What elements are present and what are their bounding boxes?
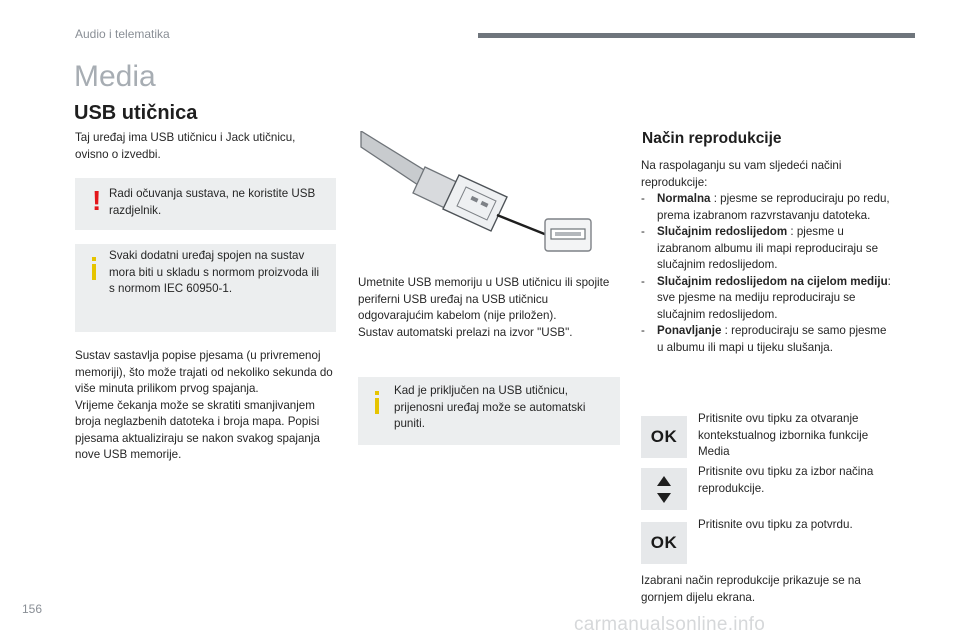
usb-heading: USB utičnica <box>74 102 198 124</box>
warning-icon: ! <box>92 185 102 216</box>
confirm-text: Pritisnite ovu tipku za potvrdu. <box>698 518 853 531</box>
watermark: carmanualsonline.info <box>574 614 766 635</box>
mode-desc: : sve pjesme na mediju reproduciraju se slučajnim redoslijedom. <box>657 274 891 321</box>
playback-mode-list <box>641 191 891 356</box>
usb-body-text: Sustav sastavlja popise pjesama (u privremenoj memoriji), što može trajati od nekoliko sekunda do više minuta prilikom prvog spajanja. Vrijeme čekanja može se skratiti smanjivanjem broja neglazbenih datoteka i broja mapa. Popisi pjesama aktualiziraju se nakon svakog spajanja nove USB memorije. <box>75 349 333 461</box>
usb-port <box>545 219 591 251</box>
up-down-arrows-icon <box>641 468 687 510</box>
mode-item-shuffle: - Slučajnim redoslijedom : pjesme u izabranom albumu ili mapi reproduciraju se slučajnim redoslijedom. <box>641 225 879 271</box>
warning-text: Radi očuvanja sustava, ne koristite USB razdjelnik. <box>109 187 316 217</box>
mode-select-text: Pritisnite ovu tipku za izbor načina reprodukcije. <box>698 465 874 495</box>
warning-box <box>75 178 336 230</box>
mode-item-shuffle-all: - Slučajnim redoslijedom na cijelom mediju: sve pjesme na mediju reproduciraju se slučajnim redoslijedom. <box>641 274 891 321</box>
mode-desc: : reproduciraju se samo pjesme u albumu ili mapi u tijeku slušanja. <box>657 324 887 354</box>
playback-heading: Način reprodukcije <box>642 130 782 147</box>
page-number: 156 <box>22 602 43 616</box>
usb-intro: Taj uređaj ima USB utičnicu i Jack utičnicu, ovisno o izvedbi. <box>75 131 296 161</box>
mode-name: Slučajnim redoslijedom na cijelom mediju <box>657 274 888 288</box>
charging-info-box <box>358 377 620 445</box>
ok-button-icon <box>641 522 687 564</box>
ok-button-icon <box>641 416 687 458</box>
info-text: Svaki dodatni uređaj spojen na sustav mora biti u skladu s normom proizvoda ili s normom IEC 60950-1. <box>109 249 320 295</box>
up-arrow-icon <box>657 476 671 486</box>
playback-footer-text: Izabrani način reprodukcije prikazuje se na gornjem dijelu ekrana. <box>641 574 861 604</box>
ok-menu-text: Pritisnite ovu tipku za otvaranje kontekstualnog izbornika funkcije Media <box>698 412 869 458</box>
playback-intro: Na raspolaganju su vam sljedeći načini reprodukcije: <box>641 159 842 189</box>
ok-label: OK <box>650 427 678 446</box>
ok-label: OK <box>650 533 678 552</box>
mode-name: Normalna <box>657 192 711 205</box>
mode-name: Ponavljanje <box>657 324 722 337</box>
mode-item-normal: - Normalna : pjesme se reproduciraju po redu, prema izabranom razvrstavanju datoteka. <box>641 192 890 222</box>
down-arrow-icon <box>657 493 671 503</box>
usb-cable <box>361 131 507 231</box>
usb-insert-text: Umetnite USB memoriju u USB utičnicu ili spojite periferni USB uređaj na USB utičnicu odgovarajućim kabelom (nije priložen). Sustav automatski prelazi na izvor "USB". <box>358 276 610 339</box>
header-rule <box>478 33 915 38</box>
info-box <box>75 244 336 332</box>
page-title: Media <box>74 60 156 93</box>
mode-name: Slučajnim redoslijedom <box>657 225 788 238</box>
usb-illustration <box>359 131 593 253</box>
mode-item-repeat: - Ponavljanje : reproduciraju se samo pjesme u albumu ili mapi u tijeku slušanja. <box>641 324 887 354</box>
mode-desc: : pjesme se reproduciraju po redu, prema izabranom razvrstavanju datoteka. <box>657 192 890 222</box>
section-label: Audio i telematika <box>75 27 170 41</box>
mode-desc: : pjesme u izabranom albumu ili mapi reproduciraju se slučajnim redoslijedom. <box>657 225 879 271</box>
charging-info-text: Kad je priključen na USB utičnicu, prijenosni uređaj može se automatski puniti. <box>394 384 586 430</box>
